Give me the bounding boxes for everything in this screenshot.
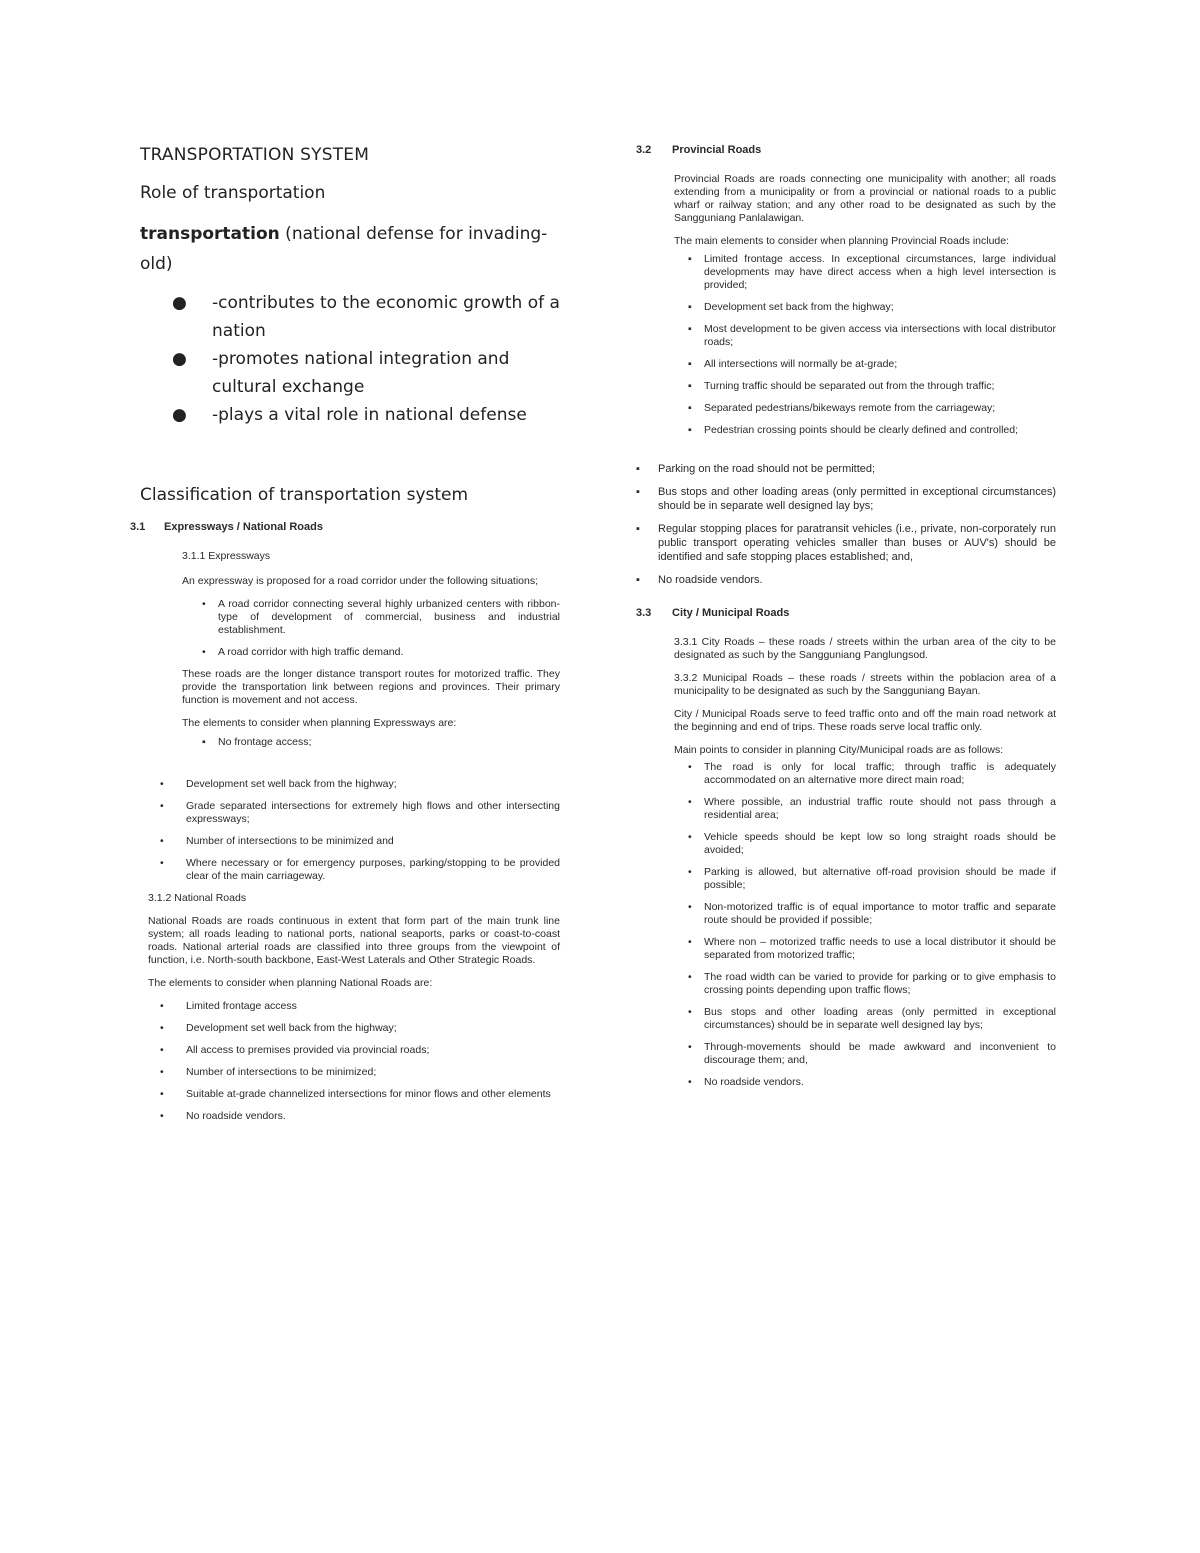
list-item: • The road width can be varied to provide for parking or to give emphasis to crossing points depending upon traffic flows; — [688, 971, 1056, 996]
bullet-icon: • — [688, 901, 692, 913]
list-item: • Non-motorized traffic is of equal importance to motor traffic and separate route should be provided if possible; — [688, 901, 1056, 926]
list-item: ▪ Turning traffic should be separated out from the through traffic; — [688, 380, 995, 392]
bullet-icon: ▪ — [688, 301, 692, 313]
list-item: ▪ Development set back from the highway; — [688, 301, 894, 313]
left-column — [130, 140, 560, 1132]
bullet-icon: ▪ — [688, 358, 692, 370]
bullet-icon: • — [202, 646, 206, 658]
subsection-title: 3.1.2 National Roads — [148, 892, 247, 904]
bullet-icon: ▪ — [202, 736, 206, 748]
bullet-icon: • — [688, 831, 692, 843]
bullet-icon: ▪ — [636, 523, 640, 535]
list-item: • Number of intersections to be minimized; — [160, 1066, 377, 1078]
paragraph: National Roads are roads continuous in extent that form part of the main trunk line system; all roads leading to national ports, national seaports, parks or coast-to-coast roads. National arterial roads are classified into three groups from the viewpoint of function, i.e. North-south backbone, East-West Laterals and Other Strategic Roads. — [148, 915, 560, 966]
role-points-list — [140, 289, 560, 429]
list-item: ▪ All intersections will normally be at-grade; — [688, 358, 898, 370]
subsection-title: 3.1.1 Expressways — [182, 550, 271, 562]
paragraph: 3.3.1 City Roads – these roads / streets within the urban area of the city to be designated as such by the Sangguniang Panglungsod. — [674, 636, 1056, 661]
section-heading: 3.3 City / Municipal Roads — [636, 607, 790, 619]
list-item: • Grade separated intersections for extremely high flows and other intersecting expressways; — [160, 800, 560, 825]
list-item: ▪ Parking on the road should not be permitted; — [636, 463, 876, 475]
list-item: • No roadside vendors. — [688, 1076, 804, 1088]
paragraph: The elements to consider when planning National Roads are: — [148, 977, 433, 989]
list-item: ▪ Separated pedestrians/bikeways remote from the carriageway; — [688, 402, 996, 414]
list-item: • Suitable at-grade channelized intersections for minor flows and other elements — [160, 1088, 551, 1100]
list-item: • Vehicle speeds should be kept low so long straight roads should be avoided; — [688, 831, 1056, 856]
bullet-icon: • — [160, 1088, 164, 1100]
list-item: ● -promotes national integration and cultural exchange — [172, 345, 560, 401]
typed-notes — [140, 145, 560, 505]
classification-heading: Classification of transportation system — [140, 485, 469, 505]
bullet-icon: • — [688, 866, 692, 878]
list-item: • Development set well back from the highway; — [160, 778, 397, 790]
bullet-icon: • — [160, 778, 164, 790]
paragraph: These roads are the longer distance transport routes for motorized traffic. They provide the transportation link between regions and provinces. Their primary function is movement and not access. — [182, 668, 560, 706]
bullet-icon: ▪ — [688, 253, 692, 265]
document-title: TRANSPORTATION SYSTEM — [140, 145, 370, 165]
paragraph: The main elements to consider when planning Provincial Roads include: — [674, 235, 1010, 247]
bullet-icon: ▪ — [636, 463, 640, 475]
bullet-icon: • — [688, 936, 692, 948]
bullet-icon: • — [160, 1022, 164, 1034]
list-item: • Bus stops and other loading areas (only permitted in exceptional circumstances) should be in separate well designed lay bys; — [688, 1006, 1056, 1031]
list-item: • All access to premises provided via provincial roads; — [160, 1044, 430, 1056]
role-heading: Role of transportation — [140, 183, 326, 203]
bullet-icon: ● — [172, 405, 187, 425]
list-item: • The road is only for local traffic; through traffic is adequately accommodated on an alternative more direct main road; — [688, 761, 1056, 786]
bullet-icon: • — [688, 1076, 692, 1088]
list-item: ▪ Limited frontage access. In exceptional circumstances, large individual developments may have direct access when a high level intersection is provided; — [688, 253, 1056, 291]
bullet-icon: ▪ — [688, 380, 692, 392]
paragraph: 3.3.2 Municipal Roads – these roads / streets within the poblacion area of a municipality to be designated as such by the Sangguniang Bayan. — [674, 672, 1056, 697]
list-item: ▪ Most development to be given access via intersections with local distributor roads; — [688, 323, 1056, 348]
list-item: • Number of intersections to be minimized and — [160, 835, 394, 847]
list-item: ● -contributes to the economic growth of a nation — [172, 289, 560, 345]
bullet-icon: ● — [172, 293, 187, 313]
right-column — [636, 140, 1056, 1098]
bullet-icon: • — [688, 1041, 692, 1053]
list-item: • Where non – motorized traffic needs to use a local distributor it should be separated from motorized traffic; — [688, 936, 1056, 961]
list-item: • A road corridor with high traffic demand. — [202, 646, 404, 658]
list-item: ▪ Pedestrian crossing points should be clearly defined and controlled; — [688, 424, 1019, 436]
bullet-icon: ▪ — [636, 486, 640, 498]
section-3-1 — [130, 521, 560, 1123]
bullet-icon: • — [202, 598, 206, 610]
bullet-icon: • — [160, 1044, 164, 1056]
list-item: • Development set well back from the highway; — [160, 1022, 397, 1034]
list-item: ▪ No roadside vendors. — [636, 574, 763, 586]
list-item: ▪ Bus stops and other loading areas (only permitted in exceptional circumstances) should be in separate well designed lay bys; — [636, 486, 1056, 512]
bullet-icon: ▪ — [688, 402, 692, 414]
intro-rest: (national defense for invading-old) — [140, 224, 548, 274]
list-item: ● -plays a vital role in national defense — [172, 401, 560, 429]
intro-paragraph — [140, 219, 560, 279]
list-item: • A road corridor connecting several highly urbanized centers with ribbon-type of development of commercial, business and industrial establishment. — [202, 598, 560, 636]
list-item: • Where necessary or for emergency purposes, parking/stopping to be provided clear of the main carriageway. — [160, 857, 560, 882]
bullet-icon: • — [160, 800, 164, 812]
bullet-icon: • — [160, 835, 164, 847]
paragraph: An expressway is proposed for a road corridor under the following situations; — [182, 575, 539, 587]
section-heading: 3.1 Expressways / National Roads — [130, 521, 323, 533]
bullet-icon: • — [688, 1006, 692, 1018]
list-item: • Limited frontage access — [160, 1000, 297, 1012]
list-item: ▪ No frontage access; — [202, 736, 312, 748]
list-item: • Parking is allowed, but alternative off-road provision should be made if possible; — [688, 866, 1056, 891]
bullet-icon: • — [688, 761, 692, 773]
intro-bold: transportation — [140, 224, 280, 244]
bullet-icon: • — [160, 1066, 164, 1078]
bullet-icon: • — [160, 1000, 164, 1012]
bullet-icon: • — [160, 857, 164, 869]
section-3-3 — [636, 607, 1056, 1089]
list-item: ▪ Regular stopping places for paratransit vehicles (i.e., private, non-corporately run public transport operating vehicles smaller than buses or AUV's) should be identified and safe stopping places established; and, — [636, 523, 1056, 563]
bullet-icon: • — [688, 971, 692, 983]
paragraph: Main points to consider in planning City/Municipal roads are as follows: — [674, 744, 1004, 756]
section-3-2 — [636, 144, 1056, 587]
list-item: • No roadside vendors. — [160, 1110, 286, 1122]
bullet-icon: • — [160, 1110, 164, 1122]
paragraph: City / Municipal Roads serve to feed traffic onto and off the main road network at the beginning and end of trips. These roads serve local traffic only. — [674, 708, 1056, 733]
bullet-icon: ● — [172, 349, 187, 369]
bullet-icon: ▪ — [636, 574, 640, 586]
bullet-icon: • — [688, 796, 692, 808]
paragraph: Provincial Roads are roads connecting one municipality with another; all roads extending from a municipality or from a provincial or national roads to a public wharf or railway station; and any other road to be designated as such by the Sangguniang Panlalawigan. — [674, 173, 1056, 224]
section-heading: 3.2 Provincial Roads — [636, 144, 762, 156]
paragraph: The elements to consider when planning Expressways are: — [182, 717, 457, 729]
bullet-icon: ▪ — [688, 323, 692, 335]
list-item: • Through-movements should be made awkward and inconvenient to discourage them; and, — [688, 1041, 1056, 1066]
list-item: • Where possible, an industrial traffic route should not pass through a residential area; — [688, 796, 1056, 821]
bullet-icon: ▪ — [688, 424, 692, 436]
